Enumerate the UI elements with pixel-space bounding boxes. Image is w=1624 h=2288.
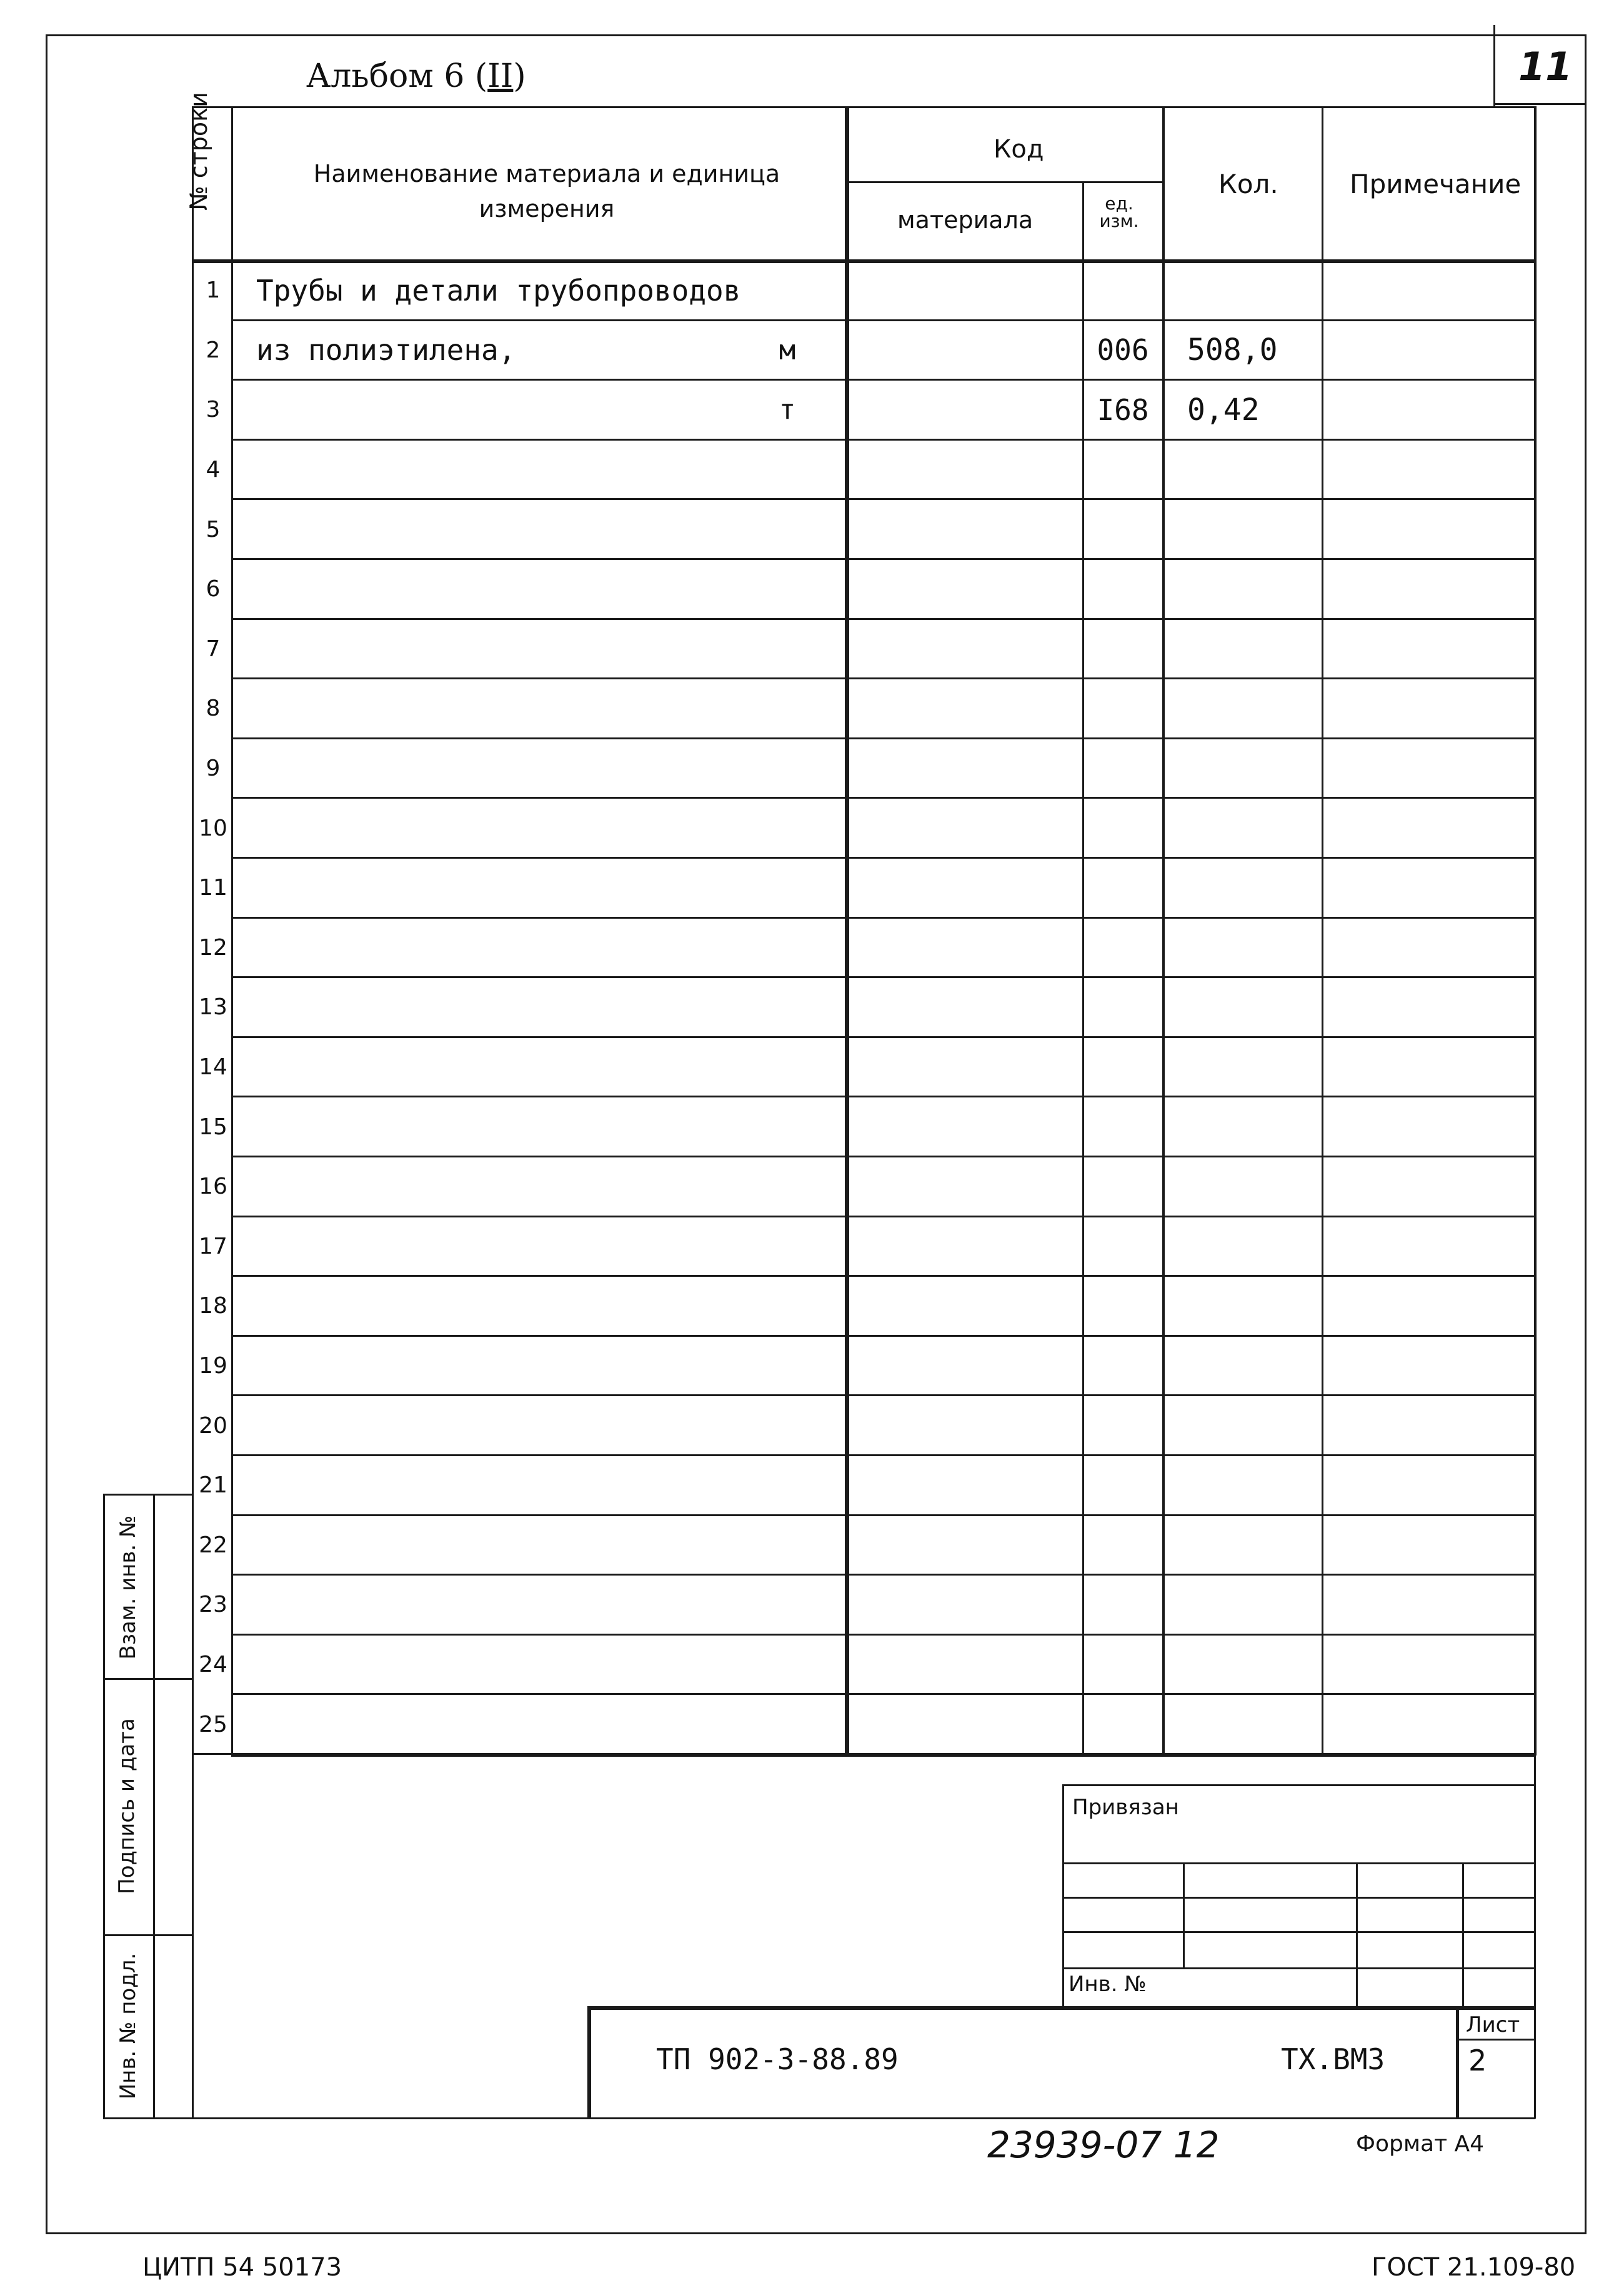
unit-word (750, 622, 825, 677)
unit-word (750, 442, 825, 497)
material-code (851, 263, 1076, 318)
material-code (851, 502, 1076, 557)
album-label: Альбом 6 (II) (306, 57, 526, 95)
unit-word (750, 1219, 825, 1274)
unit-code (1086, 622, 1160, 677)
document-mark: ТХ.ВМ3 (1281, 2042, 1385, 2076)
footer-gost: ГОСТ 21.109-80 (1372, 2253, 1576, 2282)
unit-code (1086, 1279, 1160, 1334)
material-code (851, 1398, 1076, 1453)
material-code (851, 1339, 1076, 1394)
sheet-corner-number: 11 (1518, 44, 1573, 89)
unit-code (1086, 1040, 1160, 1095)
material-name (256, 442, 756, 497)
note (1328, 1637, 1528, 1692)
quantity (1187, 1697, 1315, 1752)
material-code (851, 1637, 1076, 1692)
unit-word (750, 861, 825, 916)
note (1328, 1398, 1528, 1453)
unit-code (1086, 1458, 1160, 1513)
note (1328, 1518, 1528, 1573)
unit-word (750, 263, 825, 318)
unit-code (1086, 1339, 1160, 1394)
quantity (1187, 562, 1315, 617)
quantity (1187, 681, 1315, 736)
note (1328, 562, 1528, 617)
header-row-number: № строки (185, 92, 212, 211)
quantity (1187, 1339, 1315, 1394)
quantity (1187, 1398, 1315, 1453)
material-name (256, 980, 756, 1035)
note (1328, 1159, 1528, 1214)
note (1328, 263, 1528, 318)
unit-word (750, 1577, 825, 1632)
row-number: 19 (199, 1353, 227, 1379)
unit-code (1086, 1697, 1160, 1752)
note (1328, 1099, 1528, 1154)
inv-no-label: Инв. № (1069, 1972, 1147, 1997)
material-name (256, 502, 756, 557)
row-number: 5 (206, 516, 221, 542)
quantity (1187, 1518, 1315, 1573)
note (1328, 1697, 1528, 1752)
material-name (256, 1159, 756, 1214)
note (1328, 861, 1528, 916)
material-code (851, 861, 1076, 916)
unit-word (750, 1458, 825, 1513)
material-code (851, 1577, 1076, 1632)
material-name (256, 1339, 756, 1394)
quantity: 508,0 (1187, 332, 1278, 368)
material-code (851, 323, 1076, 378)
row-number: 4 (206, 457, 221, 483)
row-number: 3 (206, 397, 221, 423)
material-code (851, 1159, 1076, 1214)
unit-word (750, 741, 825, 796)
material-name: из полиэтилена, (256, 333, 516, 367)
material-name (256, 861, 756, 916)
note (1328, 921, 1528, 976)
material-code (851, 741, 1076, 796)
material-name (256, 1458, 756, 1513)
unit-word (750, 1518, 825, 1573)
unit-word (750, 980, 825, 1035)
header-code-unit: ед. изм. (1099, 193, 1139, 231)
row-number: 10 (199, 815, 227, 841)
material-code (851, 1458, 1076, 1513)
row-number: 11 (199, 875, 227, 901)
note (1328, 1040, 1528, 1095)
quantity (1187, 1040, 1315, 1095)
row-number: 8 (206, 696, 221, 722)
material-code (851, 1040, 1076, 1095)
row-number: 21 (199, 1472, 227, 1499)
unit-code (1086, 562, 1160, 617)
stamp-sign-date: Подпись и дата (114, 1718, 139, 1894)
material-code (851, 681, 1076, 736)
material-name (256, 1219, 756, 1274)
quantity (1187, 741, 1315, 796)
row-number: 16 (199, 1174, 227, 1200)
material-code (851, 622, 1076, 677)
note (1328, 980, 1528, 1035)
unit-word (750, 1279, 825, 1334)
unit-word: м (779, 334, 796, 366)
material-code (851, 1518, 1076, 1573)
note (1328, 741, 1528, 796)
sheet-number: 2 (1468, 2044, 1487, 2077)
row-number: 25 (199, 1711, 227, 1737)
header-code: Код (994, 135, 1044, 164)
quantity (1187, 1279, 1315, 1334)
material-name (256, 1099, 756, 1154)
material-code (851, 442, 1076, 497)
unit-code (1086, 801, 1160, 856)
stamp-inv-podl: Инв. № подл. (116, 1952, 141, 2100)
material-name (256, 921, 756, 976)
row-number: 23 (199, 1592, 227, 1618)
unit-code (1086, 1637, 1160, 1692)
material-name (256, 562, 756, 617)
unit-code (1086, 861, 1160, 916)
unit-word (750, 1040, 825, 1095)
note (1328, 382, 1528, 437)
row-number: 17 (199, 1233, 227, 1259)
stamp-vzam-inv: Взам. инв. № (116, 1515, 141, 1660)
unit-word (750, 1398, 825, 1453)
material-name (256, 1040, 756, 1095)
unit-code (1086, 1398, 1160, 1453)
material-name (256, 622, 756, 677)
note (1328, 681, 1528, 736)
unit-code (1086, 681, 1160, 736)
unit-word (750, 1637, 825, 1692)
note (1328, 1458, 1528, 1513)
row-number: 6 (206, 576, 221, 602)
row-number: 7 (206, 636, 221, 662)
handwritten-number: 23939-07 12 (987, 2124, 1220, 2166)
material-name (256, 1398, 756, 1453)
unit-word (750, 801, 825, 856)
material-code (851, 801, 1076, 856)
material-name (256, 1637, 756, 1692)
unit-code: I68 (1097, 392, 1149, 427)
unit-code (1086, 1518, 1160, 1573)
unit-word: т (779, 394, 796, 426)
material-code (851, 921, 1076, 976)
unit-code (1086, 1577, 1160, 1632)
quantity (1187, 1577, 1315, 1632)
material-name (256, 382, 756, 437)
material-code (851, 1099, 1076, 1154)
quantity (1187, 801, 1315, 856)
note (1328, 622, 1528, 677)
material-name (256, 1518, 756, 1573)
unit-code (1086, 1159, 1160, 1214)
material-name (256, 1577, 756, 1632)
note (1328, 1339, 1528, 1394)
note (1328, 323, 1528, 378)
unit-code: 006 (1097, 333, 1149, 367)
privyazan-label: Привязан (1072, 1795, 1179, 1820)
quantity: 0,42 (1187, 392, 1260, 427)
unit-code (1086, 741, 1160, 796)
header-name: Наименование материала и единица измерения (313, 160, 780, 222)
row-number: 18 (199, 1293, 227, 1319)
unit-word (750, 1697, 825, 1752)
material-name (256, 1697, 756, 1752)
quantity (1187, 502, 1315, 557)
row-number: 9 (206, 756, 221, 782)
material-name (256, 1279, 756, 1334)
row-number: 1 (206, 277, 221, 304)
unit-code (1086, 263, 1160, 318)
quantity (1187, 1637, 1315, 1692)
unit-word (750, 681, 825, 736)
unit-code (1086, 980, 1160, 1035)
quantity (1187, 622, 1315, 677)
header-code-material: материала (897, 206, 1034, 234)
unit-word (750, 1159, 825, 1214)
row-number: 13 (199, 994, 227, 1021)
material-code (851, 562, 1076, 617)
row-number: 22 (199, 1532, 227, 1558)
row-number: 20 (199, 1412, 227, 1439)
material-name: Трубы и детали трубопроводов (256, 273, 741, 307)
material-name (256, 741, 756, 796)
unit-word (750, 1099, 825, 1154)
note (1328, 1279, 1528, 1334)
unit-code (1086, 1219, 1160, 1274)
unit-code (1086, 502, 1160, 557)
header-note: Примечание (1350, 169, 1522, 199)
material-name (256, 681, 756, 736)
row-number: 14 (199, 1054, 227, 1081)
quantity (1187, 921, 1315, 976)
header-quantity: Кол. (1218, 169, 1278, 199)
row-number: 2 (206, 337, 221, 363)
unit-code (1086, 442, 1160, 497)
format-label: Формат А4 (1356, 2131, 1485, 2157)
quantity (1187, 263, 1315, 318)
material-code (851, 1219, 1076, 1274)
quantity (1187, 1458, 1315, 1513)
unit-code (1086, 1099, 1160, 1154)
material-code (851, 382, 1076, 437)
unit-word (750, 1339, 825, 1394)
unit-code (1086, 921, 1160, 976)
unit-word (750, 921, 825, 976)
quantity (1187, 1159, 1315, 1214)
footer-left-code: ЦИТП 54 50173 (142, 2253, 342, 2282)
quantity (1187, 1219, 1315, 1274)
sheet-label: Лист (1466, 2012, 1520, 2037)
material-name (256, 801, 756, 856)
quantity (1187, 980, 1315, 1035)
material-code (851, 980, 1076, 1035)
unit-word (750, 562, 825, 617)
material-code (851, 1279, 1076, 1334)
document-code: ТП 902-3-88.89 (656, 2042, 899, 2076)
unit-word (750, 502, 825, 557)
note (1328, 801, 1528, 856)
quantity (1187, 861, 1315, 916)
quantity (1187, 442, 1315, 497)
note (1328, 1219, 1528, 1274)
row-number: 24 (199, 1652, 227, 1678)
note (1328, 442, 1528, 497)
note (1328, 502, 1528, 557)
material-code (851, 1697, 1076, 1752)
note (1328, 1577, 1528, 1632)
quantity (1187, 1099, 1315, 1154)
row-number: 15 (199, 1114, 227, 1140)
row-number: 12 (199, 934, 227, 961)
